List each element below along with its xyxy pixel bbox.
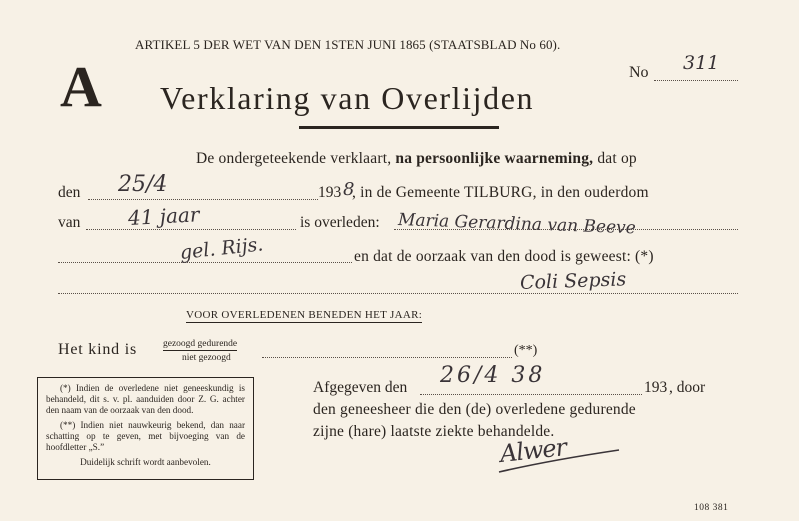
- statute-header: ARTIKEL 5 DER WET VAN DEN 1STEN JUNI 1865 (STAATSBLAD No 60).: [135, 37, 561, 52]
- declaration-bold: na persoonlijke waarneming,: [395, 150, 594, 167]
- issued-date-line: [420, 394, 642, 395]
- footnote-1: (*) Indien de overledene niet geneeskundig is behandeld, dit s. v. pl. aanduiden door Z. G. achter den naam van de oorzaak van den dood.: [46, 383, 245, 415]
- overleden-label: is overleden:: [300, 214, 380, 231]
- infant-section-header: VOOR OVERLEDENEN BENEDEN HET JAAR:: [186, 309, 423, 321]
- deceased-name: Maria Gerardina van Beeve: [397, 210, 637, 239]
- fed-option: gezoogd gedurende: [163, 339, 238, 349]
- van-label: van: [58, 214, 81, 231]
- gemeente-text: , in de Gemeente TILBURG, in den ouderdom: [352, 184, 649, 201]
- number-label: No: [629, 64, 649, 81]
- footnote-3: Duidelijk schrift wordt aanbevolen.: [80, 457, 211, 467]
- not-fed-option: niet gezoogd: [182, 353, 231, 363]
- footnote-2: (**) Indien niet nauwkeurig bekend, dan naar schatting op te geven, met bijvoeging van de hoofdletter „S.”: [46, 420, 245, 452]
- issued-label: Afgegeven den: [313, 379, 408, 396]
- declaration-text: De ondergeteekende verklaart,: [196, 150, 392, 167]
- infant-duration-line: [262, 357, 512, 358]
- kind-label: Het kind is: [58, 341, 138, 358]
- form-letter: A: [60, 54, 102, 119]
- death-date: 25/4: [118, 172, 168, 197]
- footnotes-box: [37, 377, 254, 480]
- age-line: [86, 229, 296, 230]
- deceased-name-continued: gel. Rijs.: [178, 233, 265, 264]
- declaration-line: [196, 150, 637, 168]
- signature-stroke: [495, 444, 625, 478]
- print-code: 108 381: [694, 503, 729, 513]
- cause-line: [58, 293, 738, 294]
- name-continued-line: [58, 262, 352, 263]
- title-underline: [299, 126, 499, 129]
- date-line: [88, 199, 318, 200]
- cause-label: en dat de oorzaak van den dood is geweest: (*): [354, 248, 654, 265]
- age-value: 41 jaar: [127, 202, 200, 230]
- issued-date: 26/4 38: [440, 363, 546, 388]
- year-prefix: 193: [318, 184, 342, 201]
- issued-year-prefix: 193: [644, 379, 668, 396]
- issued-door: , door: [669, 379, 706, 396]
- issued-line-3: zijne (hare) laatste ziekte behandelde.: [313, 423, 555, 440]
- form-title: Verklaring van Overlijden: [160, 80, 535, 116]
- year-digit: 8: [343, 179, 355, 200]
- number-line: [654, 80, 738, 81]
- physician-signature: Alwer: [498, 433, 568, 468]
- den-label: den: [58, 184, 81, 201]
- infant-marker: (**): [514, 343, 538, 358]
- issued-line-2: den geneesheer die den (de) overledene gedurende: [313, 401, 636, 418]
- cause-of-death: Coli Sepsis: [519, 268, 627, 294]
- certificate-number: 311: [683, 52, 720, 74]
- declaration-end: dat op: [597, 150, 637, 167]
